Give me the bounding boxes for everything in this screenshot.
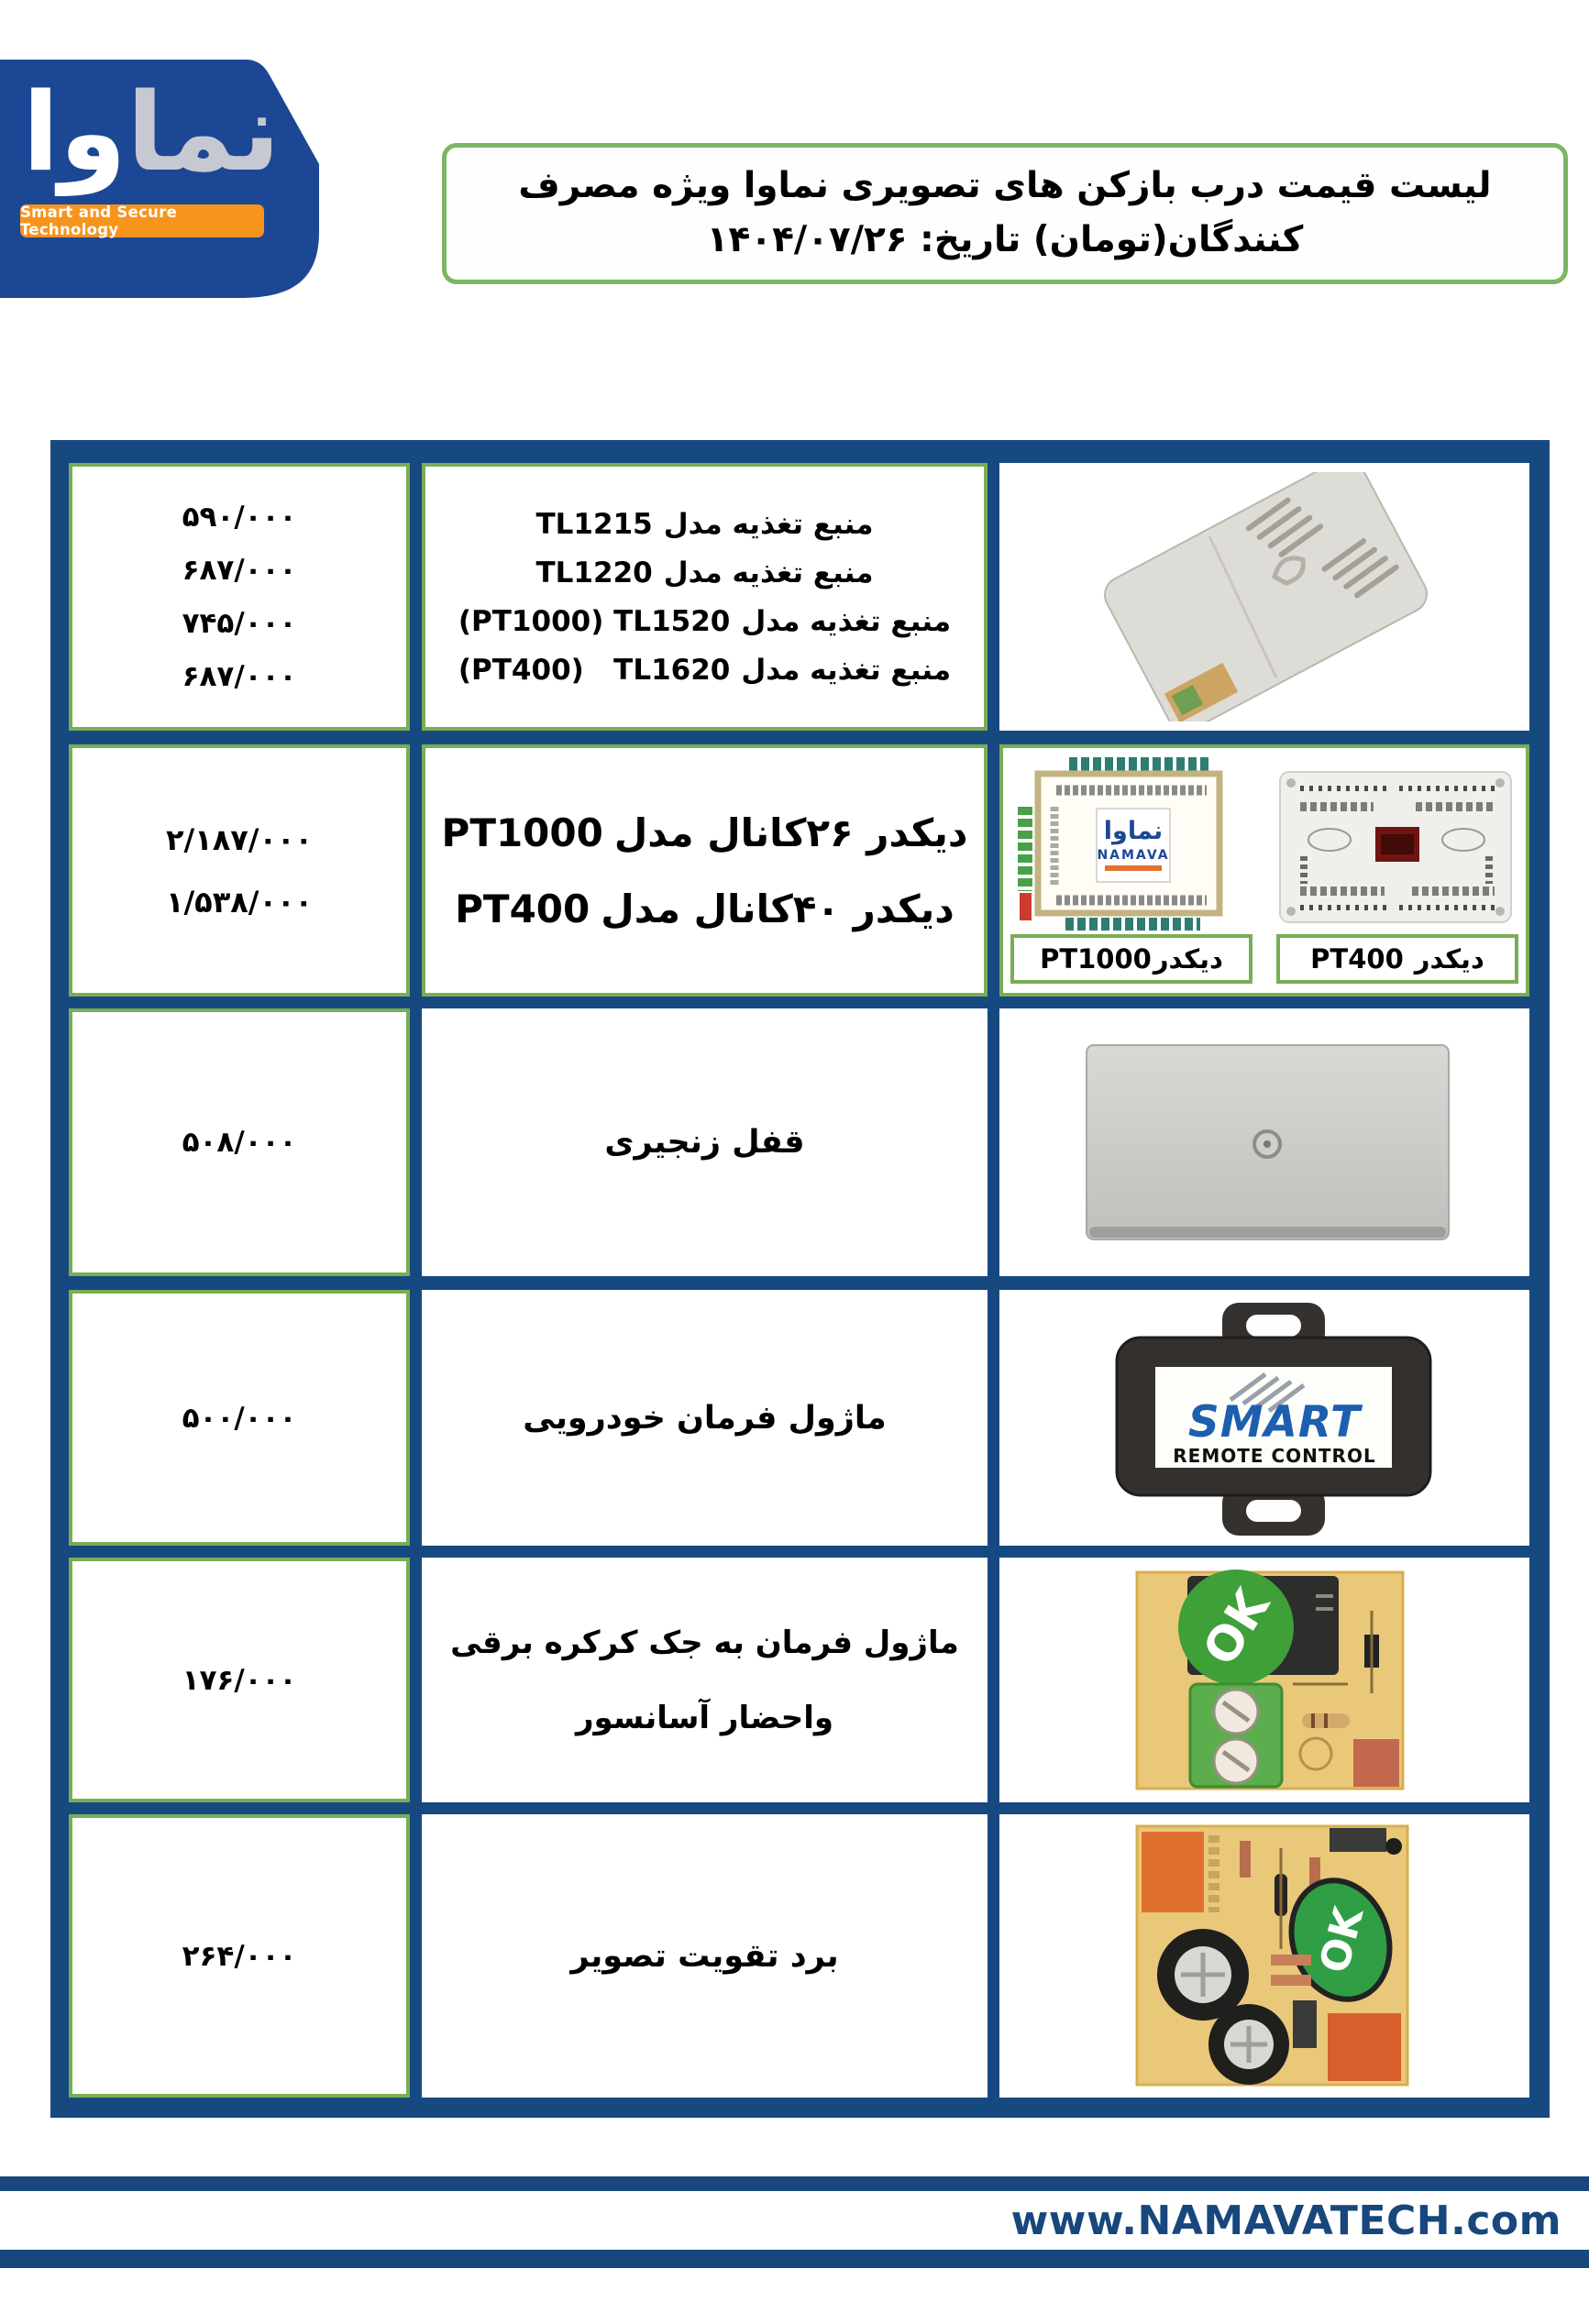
row4-image-cell [999, 1290, 1529, 1546]
desc-model: TL1215 [535, 507, 653, 541]
board-logo-fa: نماوا [1103, 817, 1164, 845]
product-desc: واحضار آسانسور [575, 1699, 834, 1736]
decoder-pt400-image [1276, 768, 1515, 926]
product-desc [425, 508, 984, 541]
product-desc: قفل زنجیری [604, 1124, 805, 1161]
desc-model: (PT400) TL1620 [458, 653, 731, 687]
row1-price-cell [69, 463, 410, 731]
ok-sticker-text: OK [1193, 1580, 1281, 1675]
product-desc [425, 605, 984, 638]
price-value: ۵۰۰/۰۰۰ [182, 1401, 297, 1435]
label-fa: دیکدر [1414, 943, 1484, 975]
row6-price-cell [69, 1814, 410, 2098]
price-value: ۵۰۸/۰۰۰ [182, 1126, 297, 1159]
row6-image-cell [999, 1814, 1529, 2098]
row2-price-cell [69, 744, 410, 997]
row3-image-cell [999, 1008, 1529, 1276]
row3-price-cell [69, 1008, 410, 1276]
desc-fa: منبع تغذیه مدل [663, 507, 874, 541]
footer-bottom-bar [0, 2250, 1589, 2268]
row2-desc-cell [422, 744, 988, 997]
row5-image-cell [999, 1558, 1529, 1802]
row5-price-cell [69, 1558, 410, 1802]
desc-model: (PT1000) TL1520 [458, 604, 731, 638]
row2-image-cell [999, 744, 1529, 997]
price-value: ۱/۵۳۸/۰۰۰ [165, 884, 314, 920]
logo-brand-part2: وا [22, 69, 127, 195]
price-value: ۲۶۴/۰۰۰ [182, 1939, 297, 1973]
price-value: ۲/۱۸۷/۰۰۰ [165, 821, 314, 857]
product-desc [425, 810, 984, 855]
smart-remote-image [999, 1290, 1529, 1546]
desc-model: PT1000 [441, 810, 603, 855]
logo-brand-part1: نما [127, 69, 281, 195]
relay-module-image [999, 1565, 1529, 1796]
pt400-label [1276, 934, 1518, 984]
remote-control-text: REMOTE CONTROL [1173, 1445, 1376, 1467]
decoder-pt1000-image [1012, 754, 1241, 932]
footer-url-band [0, 2191, 1589, 2250]
price-value: ۶۸۷/۰۰۰ [182, 554, 297, 587]
row4-price-cell [69, 1290, 410, 1546]
price-value: ۷۴۵/۰۰۰ [182, 607, 297, 640]
namava-logo [0, 52, 321, 303]
logo-tagline: Smart and Secure Technology [20, 204, 264, 237]
ok-sticker-text: OK [1310, 1901, 1374, 1978]
desc-model: TL1220 [535, 556, 653, 589]
page-title [442, 143, 1568, 284]
footer-top-bar [0, 2176, 1589, 2191]
chain-lock-image [999, 1008, 1529, 1276]
desc-model: PT400 [455, 886, 590, 931]
smart-brand-text: SMART [1187, 1397, 1362, 1448]
row3-desc-cell [422, 1008, 988, 1276]
product-desc: ماژول فرمان خودرویی [523, 1399, 887, 1437]
website-url: www.NAMAVATECH.com [1010, 2197, 1561, 2244]
label-model: PT400 [1310, 943, 1404, 975]
title-line-1: لیست قیمت درب بازکن های تصویری نماوا ویژه مصرف [518, 165, 1492, 207]
row5-desc-cell [422, 1558, 988, 1802]
label-model: PT1000 [1040, 943, 1152, 975]
row6-desc-cell [422, 1814, 988, 2098]
label-fa: دیکدر [1153, 943, 1223, 975]
logo-brand-text [0, 69, 303, 195]
price-value: ۶۸۷/۰۰۰ [182, 660, 297, 693]
product-desc [425, 654, 984, 687]
video-amplifier-image [999, 1821, 1529, 2092]
product-desc [425, 887, 984, 931]
price-table [50, 440, 1550, 2118]
desc-fa: دیکدر ۴۰کانال مدل [601, 886, 955, 931]
desc-fa: منبع تغذیه مدل [741, 653, 952, 687]
pt1000-label [1010, 934, 1252, 984]
product-desc [425, 556, 984, 589]
row4-desc-cell [422, 1290, 988, 1546]
power-supply-image [1008, 472, 1521, 721]
row1-image-cell [999, 463, 1529, 731]
title-line-2: کنندگان(تومان) تاریخ: ۱۴۰۴/۰۷/۲۶ [706, 219, 1304, 260]
board-logo-en: NAMAVA [1097, 848, 1170, 863]
row1-desc-cell [422, 463, 988, 731]
desc-fa: منبع تغذیه مدل [741, 604, 952, 638]
product-desc: برد تقویت تصویر [570, 1937, 839, 1975]
desc-fa: دیکدر ۲۶کانال مدل [613, 810, 968, 855]
product-desc: ماژول فرمان به جک کرکره برقی [450, 1624, 959, 1661]
desc-fa: منبع تغذیه مدل [663, 556, 874, 589]
price-value: ۵۹۰/۰۰۰ [182, 501, 297, 534]
price-value: ۱۷۶/۰۰۰ [182, 1663, 297, 1697]
